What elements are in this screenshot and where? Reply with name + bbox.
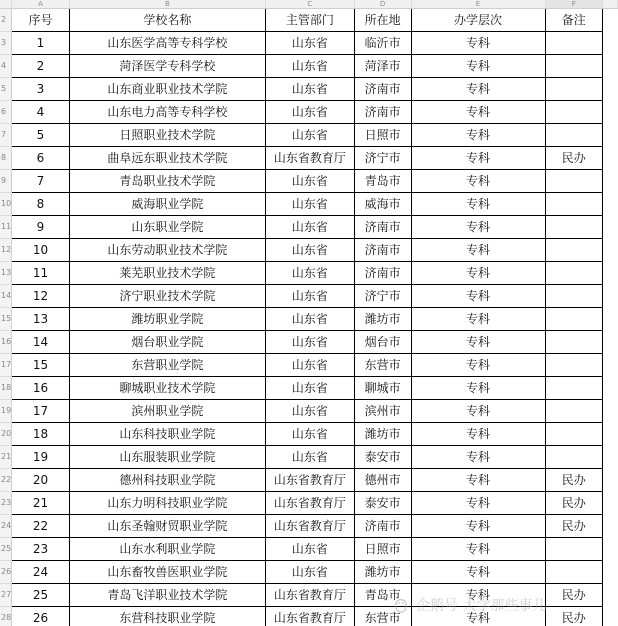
table-row [0, 308, 618, 331]
cell-note[interactable] [545, 446, 603, 469]
cell-note[interactable]: 民办 [545, 584, 603, 607]
row-number[interactable]: 18 [0, 377, 12, 400]
table-row [0, 538, 618, 561]
cell-name[interactable]: 济宁职业技术学院 [69, 285, 265, 308]
cell-name[interactable]: 德州科技职业学院 [69, 469, 265, 492]
header-cell-note[interactable]: 备注 [545, 9, 603, 32]
cell-note[interactable] [545, 32, 603, 55]
table-row [0, 262, 618, 285]
row-number[interactable]: 14 [0, 285, 12, 308]
cell-name[interactable]: 莱芜职业技术学院 [69, 262, 265, 285]
cell-dept[interactable]: 山东省 [265, 423, 354, 446]
table-row [0, 216, 618, 239]
cell-city[interactable]: 济南市 [354, 216, 411, 239]
table-row [0, 124, 618, 147]
cell-level[interactable]: 专科 [411, 423, 545, 446]
table-row [0, 561, 618, 584]
cell-level[interactable]: 专科 [411, 239, 545, 262]
cell-name[interactable]: 聊城职业技术学院 [69, 377, 265, 400]
cell-level[interactable]: 专科 [411, 124, 545, 147]
row-number[interactable]: 28 [0, 607, 12, 626]
cell-name[interactable]: 山东力明科技职业学院 [69, 492, 265, 515]
cell-city[interactable]: 济南市 [354, 101, 411, 124]
cell-name[interactable]: 潍坊职业学院 [69, 308, 265, 331]
table-row [0, 285, 618, 308]
cell-name[interactable]: 东营职业学院 [69, 354, 265, 377]
cell-no[interactable]: 15 [12, 354, 70, 377]
cell-name[interactable]: 山东服装职业学院 [69, 446, 265, 469]
cell-city[interactable]: 泰安市 [354, 446, 411, 469]
cell-name[interactable]: 滨州职业学院 [69, 400, 265, 423]
table-row [0, 354, 618, 377]
row-number[interactable]: 3 [0, 32, 12, 55]
row-number[interactable]: 13 [0, 262, 12, 285]
header-cell-level[interactable]: 办学层次 [411, 9, 545, 32]
cell-level[interactable]: 专科 [411, 492, 545, 515]
cell-city[interactable]: 济宁市 [354, 285, 411, 308]
cell-name[interactable]: 曲阜远东职业技术学院 [69, 147, 265, 170]
cell-no[interactable]: 3 [12, 78, 70, 101]
column-letter[interactable]: B [69, 0, 265, 9]
cell-no[interactable]: 11 [12, 262, 70, 285]
table-row [0, 469, 618, 492]
cell-note[interactable] [545, 538, 603, 561]
cell-note[interactable] [545, 170, 603, 193]
cell-name[interactable]: 山东医学高等专科学校 [69, 32, 265, 55]
row-number[interactable]: 6 [0, 101, 12, 124]
row-number[interactable]: 15 [0, 308, 12, 331]
cell-dept[interactable]: 山东省 [265, 124, 354, 147]
header-cell-dept[interactable]: 主管部门 [265, 9, 354, 32]
cell-level[interactable]: 专科 [411, 101, 545, 124]
cell-name[interactable]: 山东商业职业技术学院 [69, 78, 265, 101]
cell-level[interactable]: 专科 [411, 607, 545, 626]
table-row [0, 400, 618, 423]
cell-name[interactable]: 山东职业学院 [69, 216, 265, 239]
cell-note[interactable] [545, 308, 603, 331]
row-number[interactable]: 11 [0, 216, 12, 239]
cell-city[interactable]: 济南市 [354, 515, 411, 538]
cell-city[interactable]: 济宁市 [354, 147, 411, 170]
cell-dept[interactable]: 山东省 [265, 239, 354, 262]
cell-name[interactable]: 青岛飞洋职业技术学院 [69, 584, 265, 607]
table-row [0, 32, 618, 55]
cell-city[interactable]: 日照市 [354, 538, 411, 561]
cell-note[interactable]: 民办 [545, 515, 603, 538]
cell-city[interactable]: 临沂市 [354, 32, 411, 55]
cell-city[interactable]: 菏泽市 [354, 55, 411, 78]
cell-level[interactable]: 专科 [411, 262, 545, 285]
cell-no[interactable]: 10 [12, 239, 70, 262]
cell-note[interactable] [545, 216, 603, 239]
cell-level[interactable]: 专科 [411, 400, 545, 423]
cell-dept[interactable]: 山东省 [265, 308, 354, 331]
cell-no[interactable]: 2 [12, 55, 70, 78]
cell-dept[interactable]: 山东省 [265, 32, 354, 55]
row-number[interactable]: 2 [0, 9, 12, 32]
cell-name[interactable]: 东营科技职业学院 [69, 607, 265, 626]
cell-dept[interactable]: 山东省 [265, 331, 354, 354]
table-row [0, 147, 618, 170]
table-row [0, 101, 618, 124]
table-row [0, 423, 618, 446]
cell-level[interactable]: 专科 [411, 170, 545, 193]
table-row [0, 377, 618, 400]
cell-name[interactable]: 山东畜牧兽医职业学院 [69, 561, 265, 584]
table-row [0, 446, 618, 469]
cell-level[interactable]: 专科 [411, 377, 545, 400]
cell-note[interactable] [545, 124, 603, 147]
cell-level[interactable]: 专科 [411, 285, 545, 308]
row-number[interactable]: 26 [0, 561, 12, 584]
cell-note[interactable] [545, 78, 603, 101]
table-row [0, 584, 618, 607]
cell-level[interactable]: 专科 [411, 584, 545, 607]
cell-note[interactable]: 民办 [545, 469, 603, 492]
header-cell-city[interactable]: 所在地 [354, 9, 411, 32]
cell-note[interactable] [545, 55, 603, 78]
cell-no[interactable]: 5 [12, 124, 70, 147]
cell-dept[interactable]: 山东省 [265, 377, 354, 400]
cell-note[interactable] [545, 193, 603, 216]
cell-level[interactable]: 专科 [411, 78, 545, 101]
watermark-text: 企鹅号 大学那些事儿 [416, 598, 547, 614]
column-letter[interactable]: C [265, 0, 354, 9]
cell-note[interactable] [545, 331, 603, 354]
row-number[interactable]: 22 [0, 469, 12, 492]
cell-city[interactable]: 潍坊市 [354, 423, 411, 446]
cell-note[interactable] [545, 262, 603, 285]
table-row [0, 170, 618, 193]
cell-name[interactable]: 山东劳动职业技术学院 [69, 239, 265, 262]
cell-no[interactable]: 1 [12, 32, 70, 55]
cell-no[interactable]: 16 [12, 377, 70, 400]
cell-no[interactable]: 14 [12, 331, 70, 354]
cell-level[interactable]: 专科 [411, 538, 545, 561]
header-cell-name[interactable]: 学校名称 [69, 9, 265, 32]
row-number[interactable]: 21 [0, 446, 12, 469]
cell-name[interactable]: 菏泽医学专科学校 [69, 55, 265, 78]
row-number[interactable]: 27 [0, 584, 12, 607]
cell-dept[interactable]: 山东省 [265, 55, 354, 78]
cell-note[interactable]: 民办 [545, 492, 603, 515]
cell-city[interactable]: 东营市 [354, 354, 411, 377]
cell-note[interactable] [545, 423, 603, 446]
cell-name[interactable]: 山东科技职业学院 [69, 423, 265, 446]
cell-no[interactable]: 4 [12, 101, 70, 124]
column-letter[interactable]: D [354, 0, 411, 9]
cell-dept[interactable]: 山东省教育厅 [265, 584, 354, 607]
row-number[interactable]: 19 [0, 400, 12, 423]
cell-level[interactable]: 专科 [411, 216, 545, 239]
cell-dept[interactable]: 山东省 [265, 216, 354, 239]
cell-city[interactable]: 德州市 [354, 469, 411, 492]
cell-level[interactable]: 专科 [411, 147, 545, 170]
cell-city[interactable]: 威海市 [354, 193, 411, 216]
cell-name[interactable]: 烟台职业学院 [69, 331, 265, 354]
row-number[interactable]: 25 [0, 538, 12, 561]
cell-dept[interactable]: 山东省教育厅 [265, 515, 354, 538]
cell-no[interactable]: 25 [12, 584, 70, 607]
cell-city[interactable]: 潍坊市 [354, 308, 411, 331]
cell-name[interactable]: 山东圣翰财贸职业学院 [69, 515, 265, 538]
cell-level[interactable]: 专科 [411, 193, 545, 216]
cell-no[interactable]: 17 [12, 400, 70, 423]
cell-city[interactable]: 济南市 [354, 78, 411, 101]
cell-dept[interactable]: 山东省教育厅 [265, 607, 354, 626]
cell-no[interactable]: 20 [12, 469, 70, 492]
cell-note[interactable]: 民办 [545, 147, 603, 170]
cell-city[interactable]: 滨州市 [354, 400, 411, 423]
cell-dept[interactable]: 山东省 [265, 170, 354, 193]
cell-city[interactable]: 青岛市 [354, 170, 411, 193]
cell-name[interactable]: 日照职业技术学院 [69, 124, 265, 147]
cell-level[interactable]: 专科 [411, 561, 545, 584]
cell-dept[interactable]: 山东省 [265, 193, 354, 216]
cell-no[interactable]: 7 [12, 170, 70, 193]
row-number[interactable]: 24 [0, 515, 12, 538]
cell-dept[interactable]: 山东省 [265, 354, 354, 377]
cell-city[interactable]: 济南市 [354, 262, 411, 285]
cell-note[interactable] [545, 561, 603, 584]
cell-no[interactable]: 26 [12, 607, 70, 626]
cell-no[interactable]: 18 [12, 423, 70, 446]
cell-name[interactable]: 青岛职业技术学院 [69, 170, 265, 193]
table-row [0, 607, 618, 626]
cell-note[interactable] [545, 377, 603, 400]
row-number[interactable]: 20 [0, 423, 12, 446]
cell-no[interactable]: 21 [12, 492, 70, 515]
row-number[interactable]: 16 [0, 331, 12, 354]
cell-no[interactable]: 23 [12, 538, 70, 561]
column-letter[interactable]: A [12, 0, 70, 9]
cell-dept[interactable]: 山东省 [265, 561, 354, 584]
row-number[interactable]: 17 [0, 354, 12, 377]
cell-city[interactable]: 烟台市 [354, 331, 411, 354]
cell-level[interactable]: 专科 [411, 515, 545, 538]
cell-no[interactable]: 13 [12, 308, 70, 331]
row-number[interactable]: 7 [0, 124, 12, 147]
cell-no[interactable]: 8 [12, 193, 70, 216]
cell-name[interactable]: 山东电力高等专科学校 [69, 101, 265, 124]
cell-level[interactable]: 专科 [411, 55, 545, 78]
row-number[interactable]: 23 [0, 492, 12, 515]
table-row [0, 193, 618, 216]
cell-no[interactable]: 19 [12, 446, 70, 469]
cell-city[interactable]: 泰安市 [354, 492, 411, 515]
cell-city[interactable]: 济南市 [354, 239, 411, 262]
cell-dept[interactable]: 山东省教育厅 [265, 147, 354, 170]
cell-dept[interactable]: 山东省 [265, 285, 354, 308]
corner-cell[interactable] [0, 0, 12, 9]
cell-note[interactable] [545, 101, 603, 124]
cell-dept[interactable]: 山东省 [265, 446, 354, 469]
cell-note[interactable] [545, 400, 603, 423]
cell-no[interactable]: 6 [12, 147, 70, 170]
cell-name[interactable]: 山东水利职业学院 [69, 538, 265, 561]
cell-city[interactable]: 日照市 [354, 124, 411, 147]
column-letter[interactable]: F [545, 0, 603, 9]
header-cell-no[interactable]: 序号 [12, 9, 70, 32]
cell-dept[interactable]: 山东省 [265, 538, 354, 561]
row-number[interactable]: 4 [0, 55, 12, 78]
table-row [0, 239, 618, 262]
row-number[interactable]: 9 [0, 170, 12, 193]
cell-no[interactable]: 24 [12, 561, 70, 584]
cell-level[interactable]: 专科 [411, 32, 545, 55]
cell-dept[interactable]: 山东省 [265, 101, 354, 124]
cell-dept[interactable]: 山东省教育厅 [265, 469, 354, 492]
cell-note[interactable] [545, 354, 603, 377]
table-header-row [0, 9, 618, 32]
cell-note[interactable] [545, 285, 603, 308]
row-number[interactable]: 12 [0, 239, 12, 262]
cell-note[interactable] [545, 239, 603, 262]
table-row [0, 78, 618, 101]
table-row [0, 515, 618, 538]
table-row [0, 492, 618, 515]
cell-city[interactable]: 青岛市 [354, 584, 411, 607]
cell-level[interactable]: 专科 [411, 446, 545, 469]
column-header-row [0, 0, 618, 9]
column-letter-empty[interactable] [603, 0, 618, 9]
cell-dept[interactable]: 山东省 [265, 400, 354, 423]
cell-city[interactable]: 聊城市 [354, 377, 411, 400]
row-number[interactable]: 8 [0, 147, 12, 170]
column-letter[interactable]: E [411, 0, 545, 9]
cell-city[interactable]: 潍坊市 [354, 561, 411, 584]
cell-dept[interactable]: 山东省教育厅 [265, 492, 354, 515]
cell-level[interactable]: 专科 [411, 331, 545, 354]
cell-dept[interactable]: 山东省 [265, 78, 354, 101]
table-row [0, 55, 618, 78]
cell-note[interactable]: 民办 [545, 607, 603, 626]
table-row [0, 331, 618, 354]
cell-no[interactable]: 22 [12, 515, 70, 538]
cell-level[interactable]: 专科 [411, 469, 545, 492]
cell-no[interactable]: 9 [12, 216, 70, 239]
cell-no[interactable]: 12 [12, 285, 70, 308]
row-number[interactable]: 5 [0, 78, 12, 101]
cell-city[interactable]: 东营市 [354, 607, 411, 626]
cell-level[interactable]: 专科 [411, 308, 545, 331]
cell-dept[interactable]: 山东省 [265, 262, 354, 285]
cell-name[interactable]: 威海职业学院 [69, 193, 265, 216]
cell-level[interactable]: 专科 [411, 354, 545, 377]
row-number[interactable]: 10 [0, 193, 12, 216]
